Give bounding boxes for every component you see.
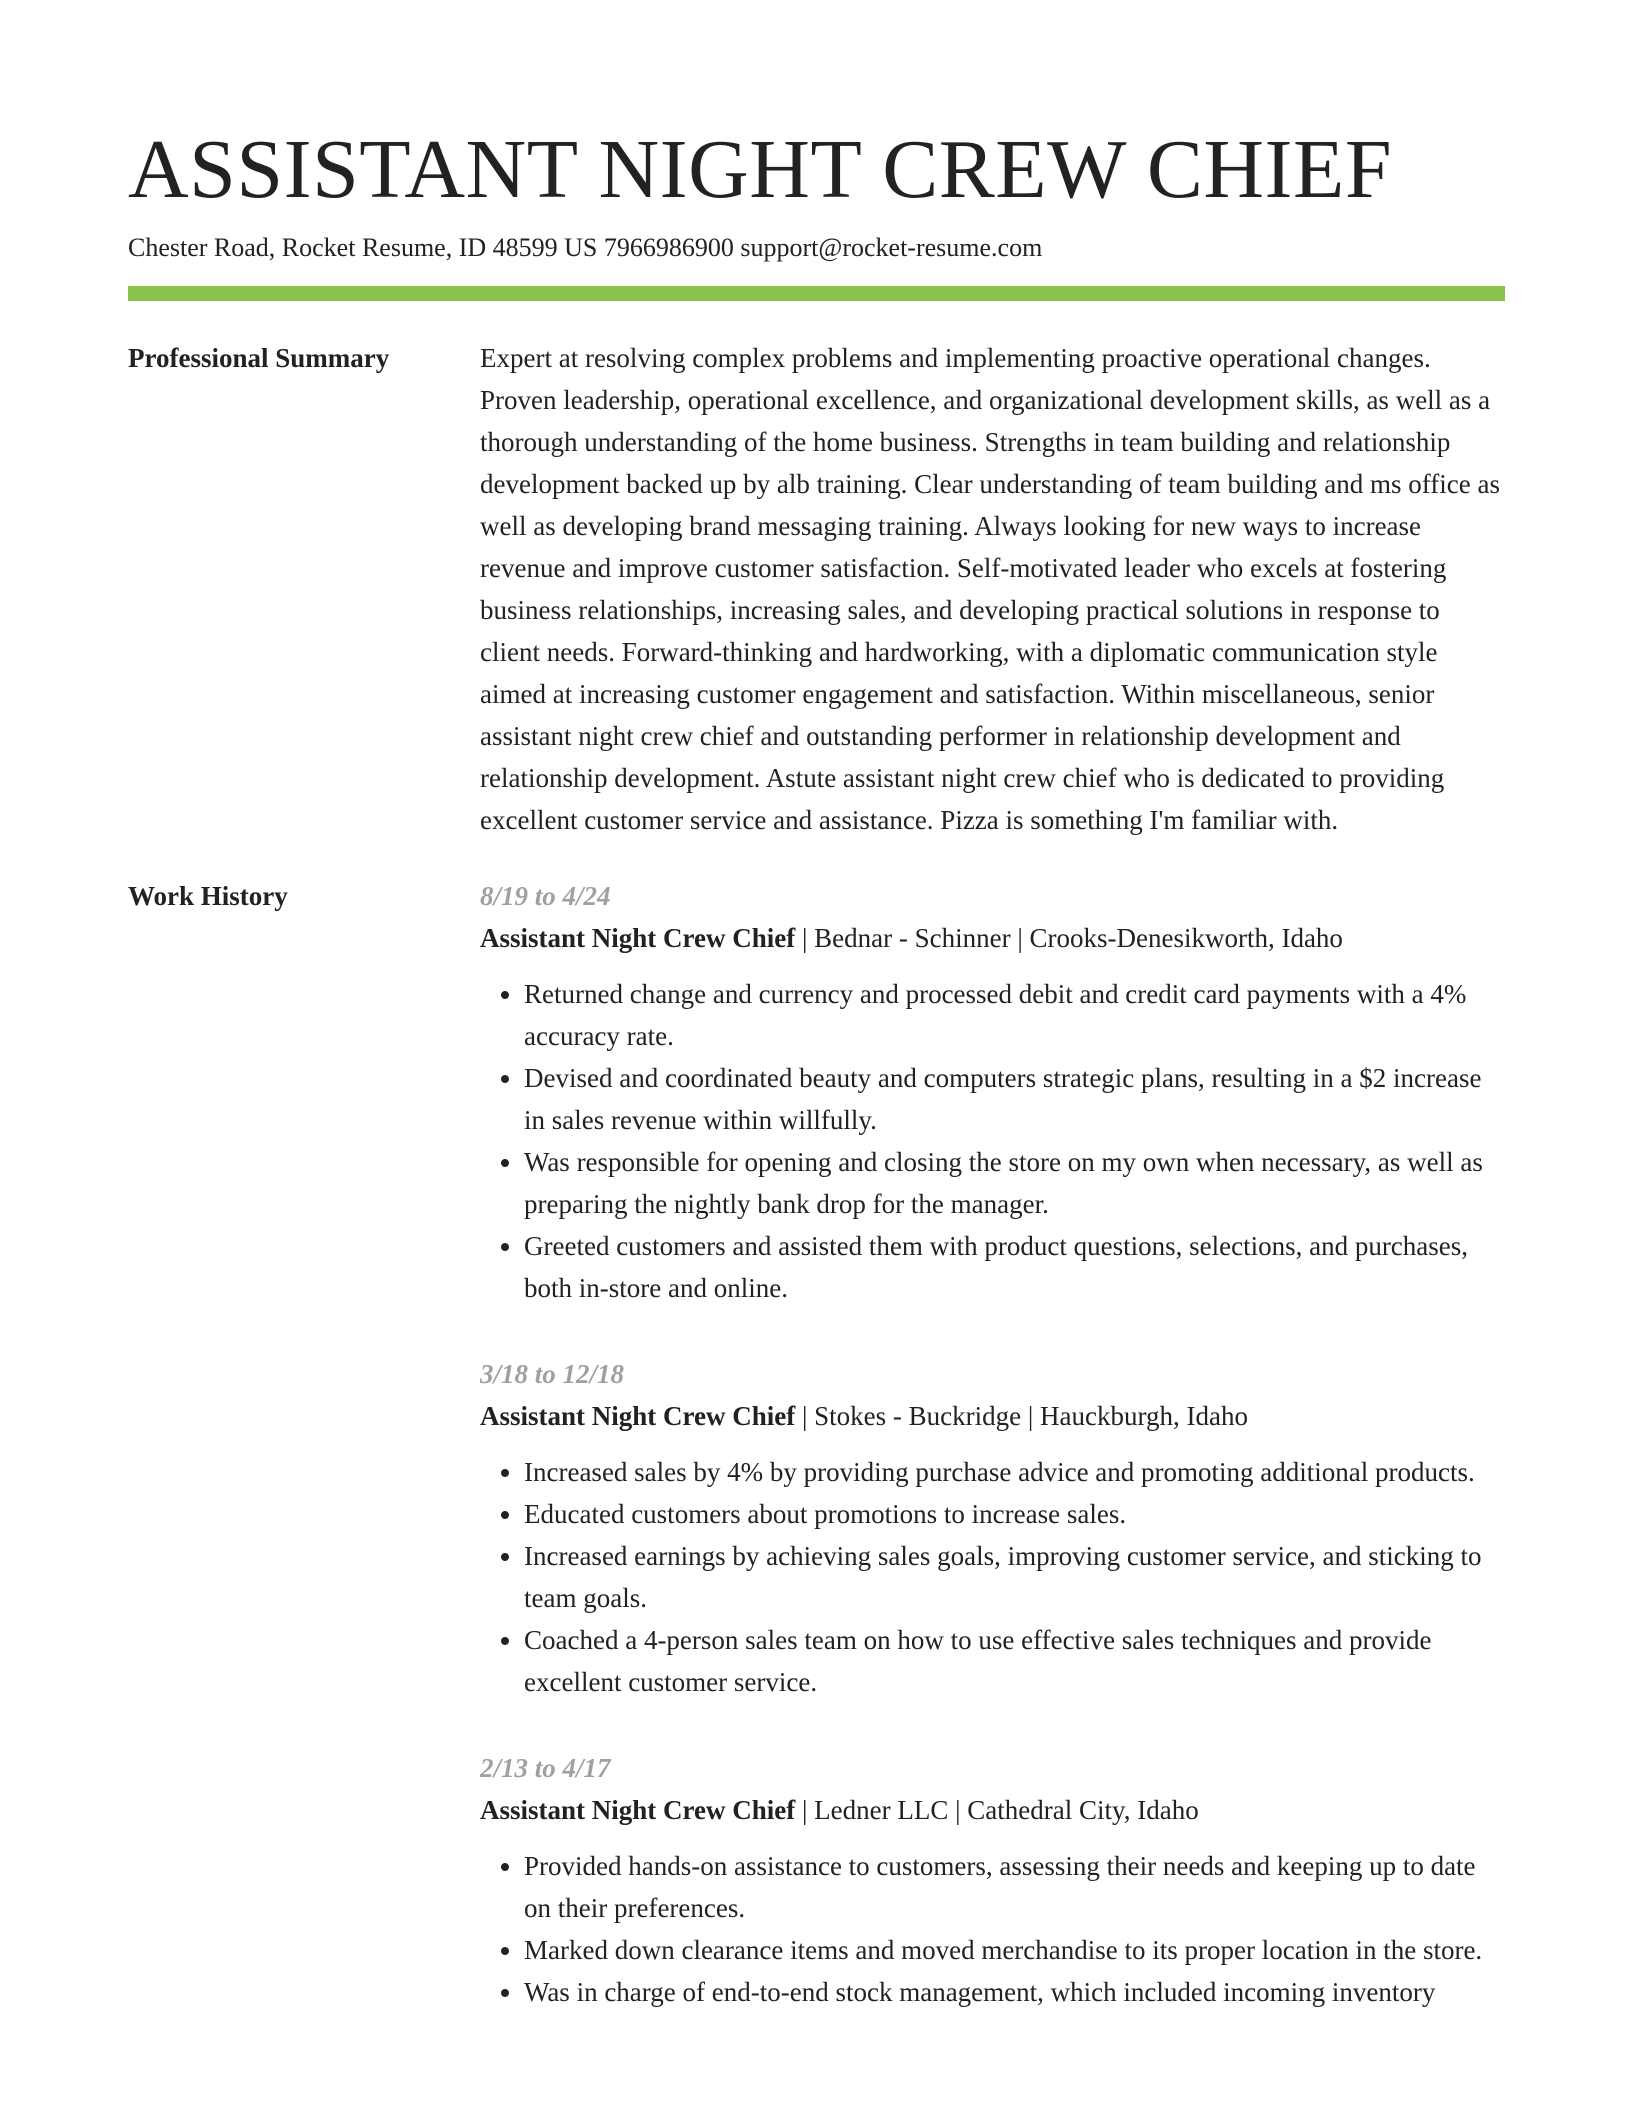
job-bullets xyxy=(480,1845,1505,2013)
job-details: | Ledner LLC | Cathedral City, Idaho xyxy=(795,1795,1199,1825)
work-history-section xyxy=(128,875,1505,2057)
job-bullets xyxy=(480,973,1505,1309)
work-history-body xyxy=(480,875,1505,2057)
job-heading xyxy=(480,1395,1505,1437)
job-entry xyxy=(480,1747,1505,2013)
resume-page xyxy=(128,120,1505,2057)
accent-divider xyxy=(128,286,1505,301)
job-bullet: • Marked down clearance items and moved merchandise to its proper location in the store. xyxy=(524,1929,1505,1971)
summary-body xyxy=(480,337,1505,841)
job-title: Assistant Night Crew Chief xyxy=(480,1795,796,1825)
job-entry xyxy=(480,1353,1505,1703)
professional-summary-section xyxy=(128,337,1505,841)
job-heading xyxy=(480,917,1505,959)
job-dates: 2/13 to 4/17 xyxy=(480,1753,611,1783)
section-label-summary: Professional Summary xyxy=(128,343,390,373)
job-details: | Bednar - Schinner | Crooks-Denesikworth, Idaho xyxy=(795,923,1343,953)
contact-line: Chester Road, Rocket Resume, ID 48599 US 7966986900 support@rocket-resume.com xyxy=(128,233,1043,262)
job-bullet: • Coached a 4-person sales team on how to use effective sales techniques and provide excellent customer service. xyxy=(524,1619,1505,1703)
resume-title: ASSISTANT NIGHT CREW CHIEF xyxy=(128,123,1393,216)
job-entry xyxy=(480,875,1505,1309)
job-bullet: • Was in charge of end-to-end stock management, which included incoming inventory xyxy=(524,1971,1505,2013)
job-bullets xyxy=(480,1451,1505,1703)
section-label-work-history: Work History xyxy=(128,881,288,911)
job-title: Assistant Night Crew Chief xyxy=(480,1401,796,1431)
job-title: Assistant Night Crew Chief xyxy=(480,923,796,953)
job-bullet: • Returned change and currency and processed debit and credit card payments with a 4% accuracy rate. xyxy=(524,973,1505,1057)
job-bullet: • Provided hands-on assistance to customers, assessing their needs and keeping up to date on their preferences. xyxy=(524,1845,1505,1929)
job-dates: 8/19 to 4/24 xyxy=(480,881,611,911)
job-bullet: • Devised and coordinated beauty and computers strategic plans, resulting in a $2 increase in sales revenue within willfully. xyxy=(524,1057,1505,1141)
summary-text: Expert at resolving complex problems and implementing proactive operational changes. Proven leadership, operational excellence, and organizational development skills, as well as a thorough understanding of the home business. Strengths in team building and relationship development backed up by alb training. Clear understanding of team building and ms office as well as developing brand messaging training. Always looking for new ways to increase revenue and improve customer satisfaction. Self-motivated leader who excels at fostering business relationships, increasing sales, and developing practical solutions in response to client needs. Forward-thinking and hardworking, with a diplomatic communication style aimed at increasing customer engagement and satisfaction. Within miscellaneous, senior assistant night crew chief and outstanding performer in relationship development and relationship development. Astute assistant night crew chief who is dedicated to providing excellent customer service and assistance. Pizza is something I'm familiar with. xyxy=(480,343,1500,835)
job-bullet: • Increased earnings by achieving sales goals, improving customer service, and sticking to team goals. xyxy=(524,1535,1505,1619)
job-dates: 3/18 to 12/18 xyxy=(480,1359,625,1389)
job-bullet: • Greeted customers and assisted them with product questions, selections, and purchases, both in-store and online. xyxy=(524,1225,1505,1309)
job-heading xyxy=(480,1789,1505,1831)
job-details: | Stokes - Buckridge | Hauckburgh, Idaho xyxy=(795,1401,1248,1431)
job-bullet: • Educated customers about promotions to increase sales. xyxy=(524,1493,1505,1535)
job-bullet: • Was responsible for opening and closing the store on my own when necessary, as well as preparing the nightly bank drop for the manager. xyxy=(524,1141,1505,1225)
job-bullet: • Increased sales by 4% by providing purchase advice and promoting additional products. xyxy=(524,1451,1505,1493)
